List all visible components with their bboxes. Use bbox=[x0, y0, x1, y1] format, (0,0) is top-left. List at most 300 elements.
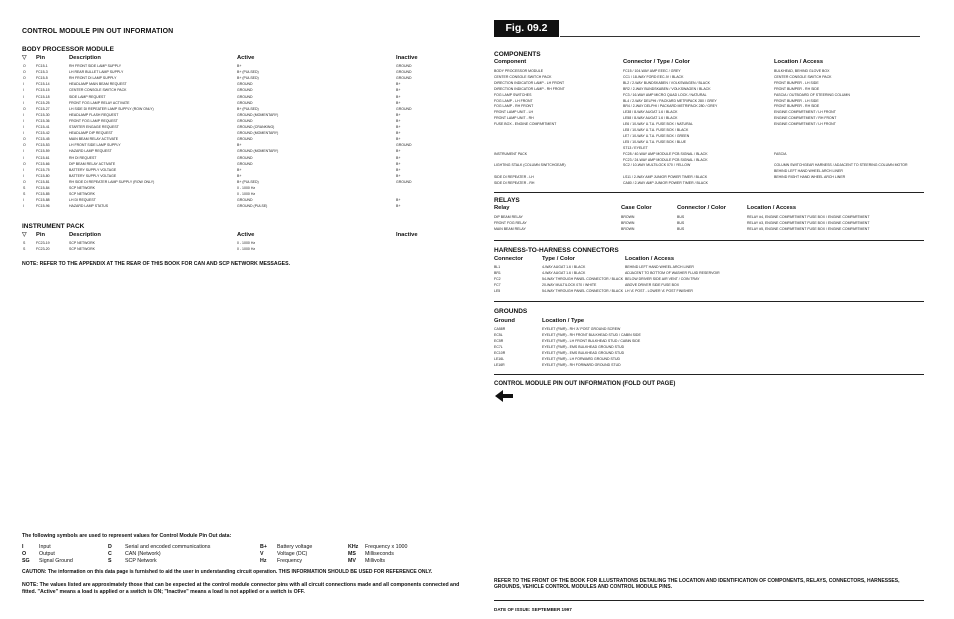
table-cell: 0 - 1000 Hz bbox=[237, 186, 256, 190]
symbol-code: B+ bbox=[260, 544, 267, 550]
table-cell: 54-WAY THROUGH PANEL CONNECTOR / BLACK bbox=[542, 289, 623, 293]
table-cell: HEADLAMP DIP REQUEST bbox=[69, 131, 113, 136]
table-cell: GROUND bbox=[396, 143, 412, 148]
table-cell: FC15-61 bbox=[36, 155, 50, 160]
table-row bbox=[494, 277, 924, 283]
table-cell: RH SIDE DI REPEATER LAMP SUPPLY (ROW ONLY) bbox=[69, 179, 155, 184]
symbol-meaning: Milliseconds bbox=[365, 551, 394, 557]
table-cell: SCP NETWORK bbox=[69, 192, 95, 197]
table-row bbox=[494, 93, 924, 99]
table-cell: SCP NETWORK bbox=[69, 247, 95, 251]
table-row bbox=[22, 82, 472, 88]
table-cell: I bbox=[23, 100, 24, 105]
table-row bbox=[494, 140, 924, 146]
table-cell: FC15 / 104-WAY AMP EEEC / GREY bbox=[623, 69, 681, 73]
table-cell: GROUND bbox=[396, 64, 412, 68]
table-cell: I bbox=[23, 94, 24, 99]
table-cell: LH DI REQUEST bbox=[69, 198, 96, 203]
table-cell: FRONT BUMPER - LH SIDE bbox=[774, 98, 819, 103]
table-row bbox=[494, 104, 924, 110]
table-row bbox=[22, 88, 472, 94]
components-header bbox=[494, 59, 924, 68]
table-row bbox=[22, 101, 472, 107]
table-cell: FASCIA / OUTBOARD OF STEERING COLUMN bbox=[774, 92, 850, 97]
symbol-entry bbox=[348, 544, 407, 550]
table-row bbox=[22, 149, 472, 155]
table-cell: LE38 / 8-WAY AUGAT 1.6 / BLACK bbox=[623, 110, 678, 115]
symbol-meaning: Input bbox=[39, 544, 51, 550]
table-cell: FC15-81 bbox=[36, 179, 50, 184]
symbol-code: MV bbox=[348, 558, 356, 564]
table-cell: RH FRONT DI LAMP SUPPLY bbox=[69, 76, 117, 81]
table-cell: GROUND bbox=[396, 76, 412, 81]
symbol-entry bbox=[108, 558, 157, 564]
table-cell: RELAY #4, ENGINE COMPARTMENT FUSE BOX / ENGINE COMPARTMENT bbox=[747, 215, 870, 219]
table-cell: FC15-80 bbox=[36, 173, 50, 178]
table-cell: O bbox=[23, 76, 26, 81]
symbols-intro: The following symbols are used to represent values for Control Module Pin Out data: bbox=[22, 533, 232, 539]
table-row bbox=[494, 87, 924, 93]
table-cell: O bbox=[23, 143, 26, 148]
table-cell: FC7 bbox=[494, 283, 501, 287]
table-cell: 54-WAY THROUGH PANEL CONNECTOR / BLACK bbox=[542, 277, 623, 281]
table-row bbox=[494, 283, 924, 289]
table-row bbox=[494, 339, 924, 345]
col-inactive: Inactive bbox=[396, 55, 418, 61]
arrow-left-icon[interactable] bbox=[495, 390, 517, 402]
table-cell: EYELET (PAIR) - RH 'A' POST GROUND SCREW bbox=[542, 327, 621, 331]
table-cell: EYELET (PAIR) - LH FRONT BULKHEAD STUD / CABIN SIDE bbox=[542, 339, 641, 343]
table-cell: CC1 / 18-WAY FORD EEC-IV / BLACK bbox=[623, 74, 684, 79]
values-note: NOTE: The values listed are approximately those that can be expected at the control module connector pins with all circuit connections made and all components connected and fitted. "Active" means a load is applied or a switch is ON; "Inactive" means a load is not applied or a switch is OFF. bbox=[22, 582, 460, 595]
table-row bbox=[22, 247, 472, 253]
table-cell: GROUND (MOMENTARY) bbox=[237, 149, 279, 154]
table-cell: DIRECTION INDICATOR LAMP - RH FRONT bbox=[494, 86, 565, 91]
col-location: Location / Access bbox=[774, 59, 824, 65]
table-cell: I bbox=[23, 167, 24, 172]
table-cell: 0 - 1000 Hz bbox=[237, 192, 256, 197]
table-cell: MAIN BEAM RELAY ACTIVATE bbox=[69, 137, 119, 142]
symbol-meaning: CAN (Network) bbox=[125, 551, 161, 557]
table-cell: HEADLAMP FLASH REQUEST bbox=[69, 112, 119, 117]
table-cell: FC15-88 bbox=[36, 198, 50, 203]
foldout-link[interactable]: CONTROL MODULE PIN OUT INFORMATION (FOLD OUT PAGE) bbox=[494, 381, 676, 387]
table-cell: FC15-5 bbox=[36, 76, 48, 81]
col-relay-connector: Connector / Color bbox=[677, 205, 726, 211]
symbol-meaning: Output bbox=[39, 551, 55, 557]
table-row bbox=[22, 156, 472, 162]
table-cell: BATTERY SUPPLY VOLTAGE bbox=[69, 173, 117, 178]
table-cell: I bbox=[23, 131, 24, 136]
table-row bbox=[22, 241, 472, 247]
figure-label: Fig. 09.2 bbox=[494, 20, 559, 37]
table-cell: HAZARD LAMP STATUS bbox=[69, 204, 109, 209]
section-rule bbox=[494, 192, 924, 193]
table-cell: BROWN bbox=[621, 221, 635, 225]
table-row bbox=[22, 137, 472, 143]
symbol-meaning: SCP Network bbox=[125, 558, 157, 564]
table-cell: SC2 / 10-WAY MULTILOCK 070 / YELLOW bbox=[623, 163, 691, 168]
table-row bbox=[494, 265, 924, 271]
table-cell: I bbox=[23, 173, 24, 178]
pin-marker-icon: ▽ bbox=[22, 232, 27, 238]
table-cell: BL1 bbox=[494, 265, 501, 269]
table-row bbox=[494, 169, 924, 175]
table-cell: B+ bbox=[396, 82, 401, 87]
table-cell: LE5 / 10-WAY U.T.A. FUSE BOX / BLUE bbox=[623, 139, 686, 144]
table-cell: FRONT BUMPER - RH SIDE bbox=[774, 104, 820, 109]
table-cell: RH FRONT SIDE LAMP SUPPLY bbox=[69, 64, 122, 68]
table-cell: FC23 / 24-WAY AMP MODULE PCB SIGNAL / BLACK bbox=[623, 157, 708, 162]
table-cell: COLUMN SWITCHGEAR HARNESS / ADJACENT TO STEERING COLUMN MOTOR bbox=[774, 163, 908, 168]
body-processor-table bbox=[22, 64, 472, 214]
table-cell: B+ bbox=[396, 198, 401, 203]
symbol-code: V bbox=[260, 551, 264, 557]
table-cell: B+ bbox=[396, 94, 401, 99]
table-row bbox=[494, 357, 924, 363]
table-cell: GROUND bbox=[237, 137, 253, 142]
table-cell: FC15-41 bbox=[36, 125, 50, 129]
col-ground: Ground bbox=[494, 318, 515, 324]
table-cell: B+ bbox=[396, 125, 401, 129]
table-cell: EC7L bbox=[494, 345, 503, 349]
table-cell: B+ bbox=[396, 204, 401, 209]
symbol-code: C bbox=[108, 551, 112, 557]
table-cell: B+ bbox=[396, 131, 401, 136]
table-cell: GROUND bbox=[396, 70, 412, 75]
table-cell: BROWN bbox=[621, 215, 635, 219]
table-cell: ST13 / EYELET bbox=[623, 145, 648, 150]
table-row bbox=[494, 175, 924, 181]
refer-note: REFER TO THE FRONT OF THE BOOK FOR ILLUSTRATIONS DETAILING THE LOCATION AND IDENTIFICATION OF COMPONENTS, RELAYS, CONNECTORS, HARNESSES, GROUNDS, VEHICLE CONTROL MODULES AND CONTROL MODULE PINS. bbox=[494, 578, 900, 591]
symbol-code: O bbox=[22, 551, 27, 557]
table-cell: DIP BEAM RELAY ACTIVATE bbox=[69, 161, 116, 166]
col-case-color: Case Color bbox=[621, 205, 652, 211]
table-cell: LE7 / 10-WAY U.T.A. FUSE BOX / GREEN bbox=[623, 133, 690, 138]
col-relay: Relay bbox=[494, 205, 510, 211]
symbol-code: Hz bbox=[260, 558, 267, 564]
table-cell: CENTER CONSOLE SWITCH PACK bbox=[494, 74, 552, 79]
grounds-heading: GROUNDS bbox=[494, 308, 528, 315]
table-row bbox=[494, 116, 924, 122]
table-cell: ENGINE COMPARTMENT / RH FRONT bbox=[774, 116, 837, 121]
table-cell: B+ bbox=[396, 112, 401, 117]
table-cell: BR2 / 2-WAY BUNDSKABEN / VOLKSWAGEN / BLACK bbox=[623, 86, 711, 91]
table-row bbox=[22, 119, 472, 125]
table-cell: B+ bbox=[396, 155, 401, 160]
table-row bbox=[494, 333, 924, 339]
table-cell: CENTER CONSOLE SWITCH PACK bbox=[69, 88, 127, 93]
symbols-legend bbox=[22, 544, 472, 566]
table-cell: FOG LAMP - RH FRONT bbox=[494, 104, 534, 109]
table-cell: MAIN BEAM RELAY bbox=[494, 227, 526, 231]
table-cell: CA80 / 2-WAY AMP JUNIOR POWER TIMER / BLACK bbox=[623, 181, 708, 186]
table-cell: LE8 / 10-WAY U.T.A. FUSE BOX / BLACK bbox=[623, 128, 689, 132]
table-row bbox=[494, 289, 924, 295]
table-cell: FRONT LAMP UNIT - LH bbox=[494, 110, 534, 115]
table-cell: I bbox=[23, 155, 24, 160]
table-cell: BL2 / 2-WAY BUNDSKABEN / VOLKSWAGEN / BLACK bbox=[623, 80, 710, 85]
table-cell: CA58R bbox=[494, 327, 506, 331]
table-row bbox=[22, 107, 472, 113]
table-cell: I bbox=[23, 204, 24, 209]
table-cell: O bbox=[23, 179, 26, 184]
footer-rule bbox=[494, 600, 924, 601]
caution-note: CAUTION: The information on this data page is furnished to aid the user in understanding circuit operation. THIS INFORMATION SHOULD BE USED FOR REFERENCE ONLY. bbox=[22, 569, 433, 575]
symbol-entry bbox=[22, 544, 51, 550]
table-cell: FC15-59 bbox=[36, 149, 50, 154]
table-cell: FRONT FOG LAMP RELAY ACTIVATE bbox=[69, 100, 130, 105]
table-cell: S bbox=[23, 247, 26, 251]
table-row bbox=[22, 64, 472, 70]
table-cell: SCP NETWORK bbox=[69, 241, 95, 245]
col-component: Component bbox=[494, 59, 527, 65]
section-rule bbox=[494, 301, 924, 302]
symbol-entry bbox=[22, 551, 55, 557]
table-row bbox=[494, 163, 924, 169]
table-cell: SIDE DI REPEATER - LH bbox=[494, 175, 534, 180]
table-cell: BEHIND LEFT HAND WHEEL ARCH LINER bbox=[774, 169, 843, 174]
table-cell: LE5 bbox=[494, 289, 501, 293]
harness-table bbox=[494, 265, 924, 297]
symbol-code: I bbox=[22, 544, 24, 550]
table-cell: EYELET (PAIR) - RH FORWARD GROUND STUD bbox=[542, 363, 621, 367]
table-cell: FC15-42 bbox=[36, 131, 50, 136]
body-processor-heading: BODY PROCESSOR MODULE bbox=[22, 46, 114, 53]
table-row bbox=[494, 351, 924, 357]
table-row bbox=[22, 131, 472, 137]
table-cell: GROUND bbox=[237, 94, 253, 99]
table-cell: B+ (PULSED) bbox=[237, 70, 259, 75]
table-cell: LIGHTING STALK (COLUMN SWITCHGEAR) bbox=[494, 163, 566, 168]
table-cell: BR4 / 2-WAY DELPHI / PACKARD METRIPACK 280 / GREY bbox=[623, 104, 718, 109]
table-cell: FC15-30 bbox=[36, 112, 50, 117]
table-cell: GROUND (PULSE) bbox=[237, 204, 268, 209]
col-harness-location: Location / Access bbox=[625, 256, 675, 262]
table-cell: FC15-1 bbox=[36, 64, 48, 68]
symbol-entry bbox=[348, 558, 385, 564]
table-cell: FC15-15 bbox=[36, 88, 50, 93]
table-cell: FRONT BUMPER - RH SIDE bbox=[774, 86, 820, 91]
table-cell: BL4 / 2-WAY DELPHI / PACKARD METRIPACK 280 / GREY bbox=[623, 98, 717, 103]
symbol-code: S bbox=[108, 558, 112, 564]
table-cell: B+ bbox=[237, 64, 242, 68]
col-inactive: Inactive bbox=[396, 232, 418, 238]
table-cell: EYELET (PAIR) - RH FRONT BULKHEAD STUD / CABIN SIDE bbox=[542, 333, 641, 337]
table-row bbox=[494, 215, 924, 221]
table-row bbox=[494, 122, 924, 128]
col-active: Active bbox=[237, 55, 255, 61]
col-pin: Pin bbox=[36, 232, 46, 238]
table-cell: GROUND bbox=[237, 82, 253, 87]
col-connector-id: Connector bbox=[494, 256, 523, 262]
symbol-entry bbox=[260, 544, 312, 550]
table-row bbox=[494, 345, 924, 351]
table-row bbox=[494, 134, 924, 140]
table-row bbox=[22, 95, 472, 101]
table-row bbox=[494, 181, 924, 187]
table-cell: FC15-84 bbox=[36, 186, 50, 190]
table-cell: 4-WAY AUGAT 1.6 / BLACK bbox=[542, 265, 586, 269]
table-cell: BUS bbox=[677, 221, 685, 225]
table-cell: INSTRUMENT PACK bbox=[494, 151, 528, 156]
table-cell: B+ bbox=[237, 143, 242, 148]
table-cell: I bbox=[23, 198, 24, 203]
table-cell: STARTER ENGAGE REQUEST bbox=[69, 125, 119, 129]
table-cell: GROUND bbox=[396, 106, 412, 111]
table-cell: FC15-3 bbox=[36, 70, 48, 75]
table-cell: FC23-20 bbox=[36, 247, 50, 251]
table-cell: O bbox=[23, 161, 26, 166]
table-row bbox=[494, 75, 924, 81]
table-cell: DIP BEAM RELAY bbox=[494, 215, 523, 219]
table-cell: BROWN bbox=[621, 227, 635, 231]
table-cell: B+ bbox=[396, 88, 401, 93]
symbol-entry bbox=[260, 551, 307, 557]
symbol-meaning: Frequency bbox=[277, 558, 303, 564]
table-cell: EYELET (PAIR) - LH FORWARD GROUND STUD bbox=[542, 357, 621, 361]
table-row bbox=[494, 221, 924, 227]
table-cell: GROUND bbox=[237, 88, 253, 93]
table-cell: EC5R bbox=[494, 339, 504, 343]
table-cell: B+ bbox=[396, 173, 401, 178]
table-cell: FC15-45 bbox=[36, 137, 50, 142]
table-cell: RELAY #3, ENGINE COMPARTMENT FUSE BOX / ENGINE COMPARTMENT bbox=[747, 221, 870, 225]
table-cell: FRONT FOG RELAY bbox=[494, 221, 527, 225]
table-cell: LE58 / 8-WAY AUGAT 1.6 / BLACK bbox=[623, 116, 678, 121]
symbol-code: SG bbox=[22, 558, 30, 564]
table-cell: FC15-85 bbox=[36, 192, 50, 197]
symbol-entry bbox=[348, 551, 394, 557]
table-cell: GROUND (MOMENTARY) bbox=[237, 112, 279, 117]
col-type-color: Type / Color bbox=[542, 256, 576, 262]
table-cell: 0 - 1000 Hz bbox=[237, 241, 256, 245]
table-cell: GROUND bbox=[237, 100, 253, 105]
table-cell: BELOW DRIVER SIDE AIR VENT / COIN TRAY bbox=[625, 277, 700, 281]
table-cell: FRONT FOG LAMP REQUEST bbox=[69, 118, 118, 123]
symbol-meaning: Signal Ground bbox=[39, 558, 73, 564]
table-cell: ADJACENT TO BOTTOM OF WASHER FLUID RESERVOIR bbox=[625, 271, 720, 275]
table-row bbox=[22, 186, 472, 192]
table-cell: FC15-66 bbox=[36, 161, 50, 166]
table-cell: B+ bbox=[396, 137, 401, 142]
table-row bbox=[494, 146, 924, 152]
table-cell: O bbox=[23, 64, 26, 68]
table-cell: FC15-14 bbox=[36, 82, 50, 87]
table-cell: EC10R bbox=[494, 351, 506, 355]
table-cell: GROUND bbox=[237, 118, 253, 123]
table-cell: LE6 / 10-WAY U.T.A. FUSE BOX / NATURAL bbox=[623, 122, 693, 127]
table-row bbox=[22, 143, 472, 149]
table-cell: 0 - 1000 Hz bbox=[237, 247, 256, 251]
table-row bbox=[22, 180, 472, 186]
table-cell: EYELET (PAIR) - EMS BULKHEAD GROUND STUD bbox=[542, 351, 625, 355]
network-note: NOTE: REFER TO THE APPENDIX AT THE REAR OF THIS BOOK FOR CAN AND SCP NETWORK MESSAGES. bbox=[22, 261, 291, 267]
table-cell: BATTERY SUPPLY VOLTAGE bbox=[69, 167, 117, 172]
issue-date: DATE OF ISSUE: SEPTEMBER 1997 bbox=[494, 607, 572, 612]
symbol-entry bbox=[108, 544, 210, 550]
components-table bbox=[494, 69, 924, 189]
table-cell: DIRECTION INDICATOR LAMP - LH FRONT bbox=[494, 80, 565, 85]
table-cell: I bbox=[23, 125, 24, 129]
table-cell: B+ (PULSED) bbox=[237, 106, 259, 111]
table-row bbox=[22, 192, 472, 198]
table-row bbox=[494, 81, 924, 87]
table-cell: GROUND bbox=[237, 155, 253, 160]
instrument-pack-heading: INSTRUMENT PACK bbox=[22, 223, 85, 230]
table-cell: FC15-18 bbox=[36, 94, 50, 99]
table-cell: B+ bbox=[237, 167, 242, 172]
symbol-code: KHz bbox=[348, 544, 359, 550]
col-description: Description bbox=[69, 232, 101, 238]
table-cell: ABOVE DRIVER SIDE FUSE BOX bbox=[625, 283, 680, 287]
table-cell: FC3 / 16-WAY AMP MICRO QUAD LOCK / NATURAL bbox=[623, 92, 707, 97]
col-ground-location: Location / Type bbox=[542, 318, 585, 324]
table-row bbox=[22, 125, 472, 131]
table-row bbox=[494, 327, 924, 333]
table-row bbox=[494, 152, 924, 158]
table-cell: B+ bbox=[396, 118, 401, 123]
table-cell: FC15-75 bbox=[36, 167, 50, 172]
table-cell: FRONT BUMPER - LH SIDE bbox=[774, 80, 819, 85]
table-cell: BEHIND RIGHT HAND WHEEL ARCH LINER bbox=[774, 175, 846, 180]
table-cell: 4-WAY AUGAT 1.6 / BLACK bbox=[542, 271, 586, 275]
table-cell: FOG LAMP SWITCHES bbox=[494, 92, 532, 97]
table-cell: BEHIND LEFT HAND WHEEL ARCH LINER bbox=[625, 265, 694, 269]
table-cell: I bbox=[23, 118, 24, 123]
table-cell: FASCIA bbox=[774, 151, 787, 156]
symbol-entry bbox=[260, 558, 302, 564]
table-row bbox=[22, 70, 472, 76]
table-cell: BODY PROCESSOR MODULE bbox=[494, 69, 544, 73]
figure-rule bbox=[560, 36, 920, 37]
page-title: CONTROL MODULE PIN OUT INFORMATION bbox=[22, 28, 174, 35]
table-cell: FC15-25 bbox=[36, 100, 50, 105]
harness-heading: HARNESS-TO-HARNESS CONNECTORS bbox=[494, 247, 619, 254]
table-cell: LH 'A' POST - LOWER 'A' POST FINISHER bbox=[625, 289, 693, 293]
col-active: Active bbox=[237, 232, 255, 238]
section-rule bbox=[494, 240, 924, 241]
table-cell: FC15-36 bbox=[36, 118, 50, 123]
col-connector: Connector / Type / Color bbox=[623, 59, 690, 65]
table-cell: B+ bbox=[396, 161, 401, 166]
table-row bbox=[494, 158, 924, 164]
table-cell: ENGINE COMPARTMENT / LH FRONT bbox=[774, 110, 836, 115]
relays-header bbox=[494, 205, 924, 214]
instrument-pack-table bbox=[22, 241, 472, 253]
table-cell: SIDE DI REPEATER - RH bbox=[494, 181, 535, 186]
table-cell: I bbox=[23, 88, 24, 93]
symbol-code: D bbox=[108, 544, 112, 550]
table-cell: LE16L bbox=[494, 357, 505, 361]
table-row bbox=[22, 76, 472, 82]
table-cell: LE16R bbox=[494, 363, 505, 367]
table-cell: LS11 / 2-WAY AMP JUNIOR POWER TIMER / BLACK bbox=[623, 175, 708, 180]
table-cell: FRONT LAMP UNIT - RH bbox=[494, 116, 534, 121]
table-cell: BULKHEAD, BEHIND GLOVE BOX bbox=[774, 69, 830, 73]
table-cell: 20-WAY MULTILOCK 070 / WHITE bbox=[542, 283, 597, 287]
table-row bbox=[22, 174, 472, 180]
col-description: Description bbox=[69, 55, 101, 61]
table-row bbox=[494, 69, 924, 75]
components-heading: COMPONENTS bbox=[494, 51, 541, 58]
table-cell: B+ bbox=[396, 167, 401, 172]
table-cell: EYELET (PAIR) - EMS BULKHEAD GROUND STUD bbox=[542, 345, 625, 349]
symbol-entry bbox=[22, 558, 73, 564]
table-cell: FUSE BOX - ENGINE COMPARTMENT bbox=[494, 122, 557, 127]
table-cell: SCP NETWORK bbox=[69, 186, 95, 190]
table-cell: RH DI REQUEST bbox=[69, 155, 97, 160]
